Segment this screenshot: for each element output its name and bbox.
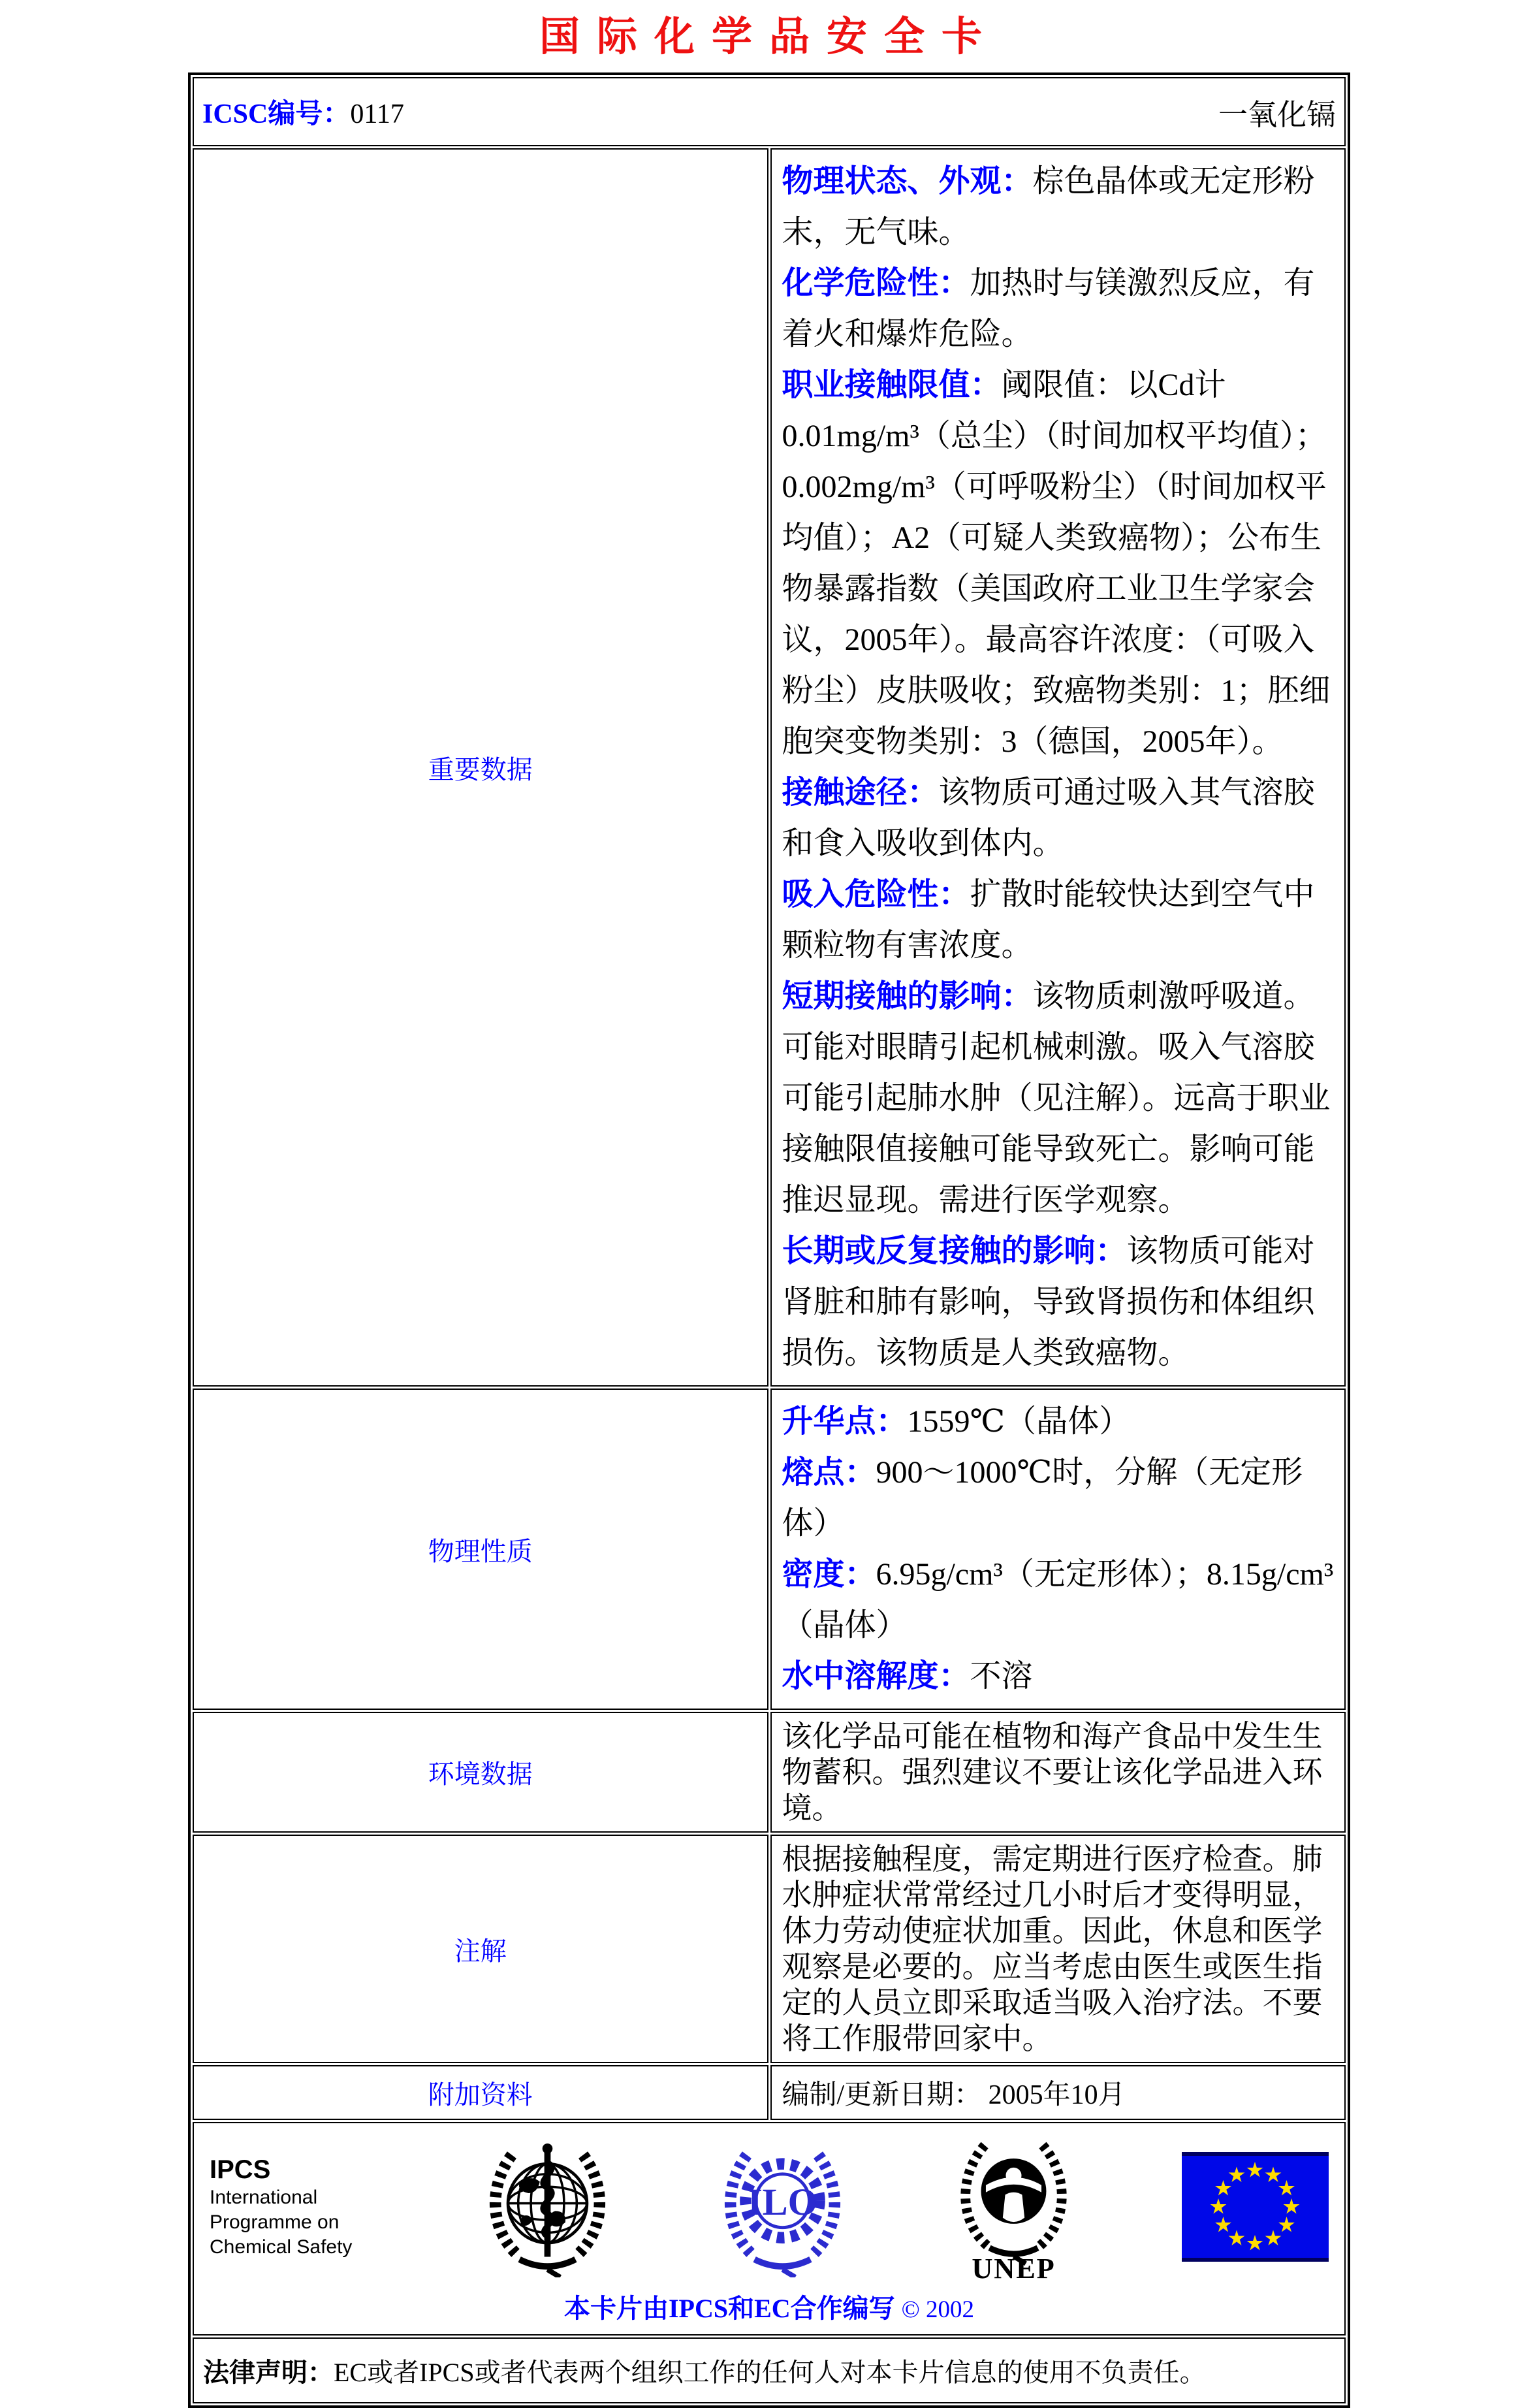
- section-header-environmental-data: 环境数据: [193, 1712, 768, 1833]
- field-label: 吸入危险性：: [782, 877, 970, 912]
- field-text: 加热时与镁激烈反应，有着火和爆炸危险。: [782, 266, 1315, 351]
- field-label: 化学危险性：: [782, 266, 970, 300]
- row-physical-properties: [193, 1389, 1346, 1710]
- row-legal: [193, 2337, 1346, 2403]
- data-field: [782, 360, 1335, 767]
- field-label: 物理状态、外观：: [782, 164, 1033, 199]
- icsc-card: [188, 0, 1350, 2408]
- icsc-number-value: 0117: [350, 99, 404, 129]
- data-field: [782, 1447, 1335, 1549]
- section-header-physical-properties: 物理性质: [193, 1389, 768, 1710]
- chemical-name: 一氧化镉: [1218, 98, 1336, 131]
- footer-caption: [210, 2288, 1329, 2325]
- field-text: 6.95g/cm³（无定形体）；8.15g/cm³（晶体）: [782, 1557, 1334, 1643]
- field-text: 扩散时能较快达到空气中颗粒物有害浓度。: [782, 877, 1315, 963]
- field-text: 1559℃（晶体）: [907, 1404, 1131, 1439]
- important-data-content: [770, 148, 1346, 1387]
- ipcs-block: [210, 2154, 376, 2260]
- data-field: [782, 1549, 1335, 1651]
- logos-row: [193, 2122, 1346, 2336]
- field-label: 水中溶解度：: [782, 1659, 970, 1694]
- data-field: [782, 1226, 1335, 1379]
- row-important-data: [193, 148, 1346, 1387]
- additional-info-content: 编制/更新日期： 2005年10月: [770, 2065, 1346, 2120]
- field-text: 不溶: [970, 1659, 1033, 1694]
- environmental-data-content: 该化学品可能在植物和海产食品中发生生物蓄积。强烈建议不要让该化学品进入环境。: [770, 1712, 1346, 1833]
- field-label: 短期接触的影响：: [782, 979, 1033, 1014]
- legal-text: EC或者IPCS或者代表两个组织工作的任何人对本卡片信息的使用不负责任。: [334, 2358, 1206, 2387]
- field-text: 900～1000℃时，分解（无定形体）: [782, 1455, 1303, 1541]
- field-label: 接触途径：: [782, 775, 939, 810]
- ilo-logo-text: ILO: [747, 2180, 817, 2223]
- data-field: [782, 869, 1335, 971]
- logo-strip: [210, 2132, 1329, 2281]
- notes-content: 根据接触程度，需定期进行医疗检查。肺水肿症状常常经过几小时后才变得明显，体力劳动使症状加重。因此，休息和医学观察是必要的。应当考虑由医生或医生指定的人员立即采取适当吸入治疗法。不要将工作服带回家中。: [770, 1835, 1346, 2063]
- field-label: 熔点：: [782, 1455, 876, 1490]
- field-label: 升华点：: [782, 1404, 908, 1439]
- section-header-additional-info: 附加资料: [193, 2065, 768, 2120]
- row-environmental-data: [193, 1712, 1346, 1833]
- copyright-text: © 2002: [901, 2296, 975, 2323]
- ilo-logo-icon: [719, 2137, 846, 2277]
- ipcs-acronym: IPCS: [210, 2155, 271, 2184]
- physical-properties-content: [770, 1389, 1346, 1710]
- field-text: 棕色晶体或无定形粉末，无气味。: [782, 164, 1315, 249]
- field-text: 该物质可能对肾脏和肺有影响，导致肾损伤和体组织损伤。该物质是人类致癌物。: [782, 1234, 1315, 1370]
- row-logos: [193, 2122, 1346, 2336]
- row-additional-info: [193, 2065, 1346, 2120]
- unep-logo-icon: [953, 2132, 1074, 2281]
- section-header-important-data: 重要数据: [193, 148, 768, 1387]
- field-label: 密度：: [782, 1557, 876, 1592]
- header-row: [193, 77, 1346, 146]
- data-field: [782, 156, 1335, 258]
- row-notes: [193, 1835, 1346, 2063]
- icsc-number-label: ICSC编号：: [202, 99, 351, 129]
- ipcs-line-1: International: [210, 2187, 318, 2208]
- section-header-notes: 注解: [193, 1835, 768, 2063]
- unep-logo-text: UNEP: [972, 2252, 1056, 2281]
- ipcs-line-2: Programme on: [210, 2211, 340, 2233]
- field-text: 阈限值：以Cd计 0.01mg/m³（总尘）（时间加权平均值）；0.002mg/m³（可呼吸粉尘）（时间加权平均值）；A2（可疑人类致癌物）；公布生物暴露指数（美国政府工业卫生学家会议，2005年）。最高容许浓度：（可吸入粉尘）皮肤吸收；致癌物类别：1；胚细胞突变物类别：3（德国，2005年）。: [782, 368, 1331, 759]
- field-text: 该物质刺激呼吸道。可能对眼睛引起机械刺激。吸入气溶胶可能引起肺水肿（见注解）。远高于职业接触限值接触可能导致死亡。影响可能推迟显现。需进行医学观察。: [782, 979, 1331, 1217]
- ipcs-line-3: Chemical Safety: [210, 2236, 353, 2258]
- who-logo-icon: [484, 2137, 611, 2277]
- data-field: [782, 1396, 1335, 1447]
- field-text: 该物质可通过吸入其气溶胶和食入吸收到体内。: [782, 775, 1315, 861]
- page-title: 国际化学品安全卡: [539, 15, 999, 59]
- field-label: 长期或反复接触的影响：: [782, 1234, 1127, 1268]
- icsc-table: [188, 72, 1350, 2408]
- data-field: [782, 1651, 1335, 1702]
- id-row: [195, 79, 1344, 144]
- caption-text: 本卡片由IPCS和EC合作编写: [563, 2294, 895, 2323]
- data-field: [782, 971, 1335, 1226]
- field-label: 职业接触限值：: [782, 368, 1002, 402]
- icsc-number-group: [202, 92, 404, 131]
- data-field: [782, 258, 1335, 360]
- eu-flag-icon: [1182, 2152, 1329, 2262]
- legal-notice: [193, 2337, 1346, 2403]
- data-field: [782, 767, 1335, 869]
- legal-label: 法律声明：: [203, 2358, 334, 2387]
